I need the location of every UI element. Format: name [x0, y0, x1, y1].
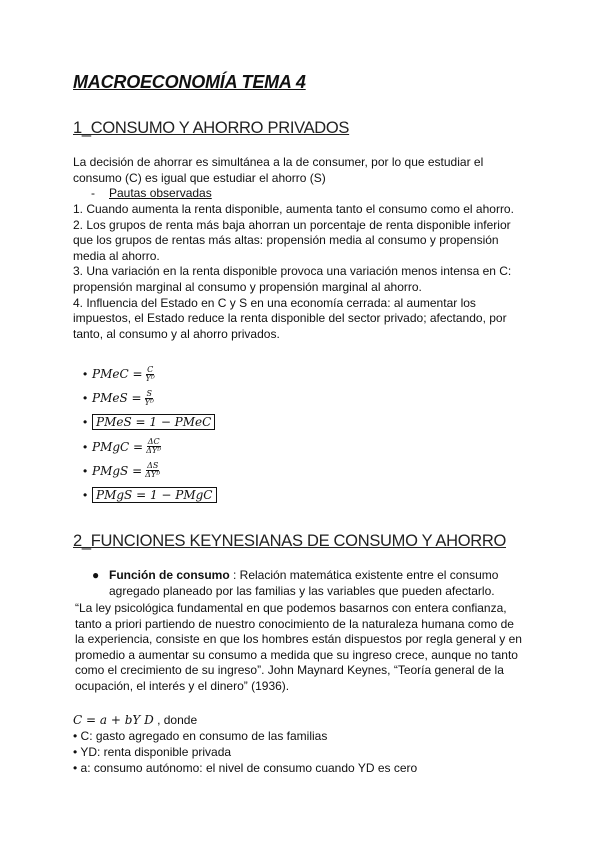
list-item: tanto, al consumo y al ahorro privados. — [73, 326, 280, 341]
boxed-formula: PMgS = 1 − PMgC — [92, 487, 217, 503]
keynes-quote — [75, 601, 535, 695]
fraction — [146, 366, 155, 383]
definition-item: • YD: renta disponible privada — [73, 745, 232, 759]
denominator: ΔYᴰ — [145, 470, 161, 480]
formula-lhs: PMgS = — [92, 463, 143, 478]
numerator: C — [147, 364, 154, 374]
formula-pmes-identity — [83, 410, 217, 434]
quote-line: la experiencia, consiste en que los hombres están dispuestos por regla general y en — [75, 632, 522, 647]
numerator: ΔC — [147, 437, 160, 447]
definition-item: • a: consumo autónomo: el nivel de consumo cuando YD es cero — [73, 761, 418, 775]
formula-pmgs-identity — [83, 483, 217, 507]
quote-line: promedio a aumentar su consumo a medida que su ingreso crece, aunque no tanto — [75, 647, 518, 662]
list-item: 1. Cuando aumenta la renta disponible, aumenta tanto el consumo como el ahorro. — [73, 202, 514, 216]
fraction — [146, 438, 161, 455]
bullet: • — [83, 415, 88, 430]
quote-line: tanto a priori partiendo de nuestro conocimiento de la naturaleza humana como de — [75, 616, 514, 631]
denominator: ΔYᴰ — [146, 446, 162, 456]
section-1-heading: 1_CONSUMO Y AHORRO PRIVADOS — [73, 119, 350, 137]
subheading-pautas — [91, 186, 212, 200]
quote-line: “La ley psicológica fundamental en que podemos basarnos con entera confianza, — [75, 601, 507, 615]
list-item: que los grupos de rentas más altas: propensión media al consumo y propensión — [73, 233, 499, 248]
list-item: impuestos, el Estado reduce la renta disponible del sector privado; afectando, por — [73, 311, 507, 326]
formula-pmes — [83, 386, 217, 410]
text-line: consumo (C) es igual que estudiar el ahorro (S) — [73, 170, 326, 185]
equation-suffix: , donde — [153, 713, 198, 727]
formula-lhs: PMeC = — [92, 367, 143, 382]
formula-lhs: PMeS = — [92, 391, 142, 406]
definition-line: agregado planeado por las familias y las variables que pueden afectarlo. — [109, 583, 495, 598]
bullet: • — [83, 488, 88, 503]
list-item: propensión marginal al consumo y propensión marginal al ahorro. — [73, 279, 422, 294]
dash-bullet: - — [91, 186, 95, 200]
term-definition: : Relación matemática existente entre el consumo — [229, 568, 499, 582]
formula-list — [83, 362, 217, 507]
formula-pmgs — [83, 459, 217, 483]
page-title: MACROECONOMÍA TEMA 4 — [73, 72, 306, 92]
list-item: media al ahorro. — [73, 248, 160, 263]
denominator: Yᴰ — [145, 373, 155, 383]
bullet: • — [83, 439, 88, 454]
definition-item: • C: gasto agregado en consumo de las familias — [73, 729, 328, 743]
bullet: • — [83, 391, 88, 406]
text-line: La decisión de ahorrar es simultánea a la de consumer, por lo que estudiar el — [73, 155, 484, 169]
denominator: Yᴰ — [144, 397, 154, 407]
numerator: ΔS — [147, 461, 159, 471]
formula-pmgc — [83, 435, 217, 459]
boxed-formula: PMeS = 1 − PMeC — [92, 414, 215, 430]
list-item: 3. Una variación en la renta disponible provoca una variación menos intensa en C: — [73, 264, 512, 279]
quote-line: como el crecimiento de su ingreso”. John Maynard Keynes, “Teoría general de la — [75, 663, 504, 678]
bullet-dot: ● — [92, 568, 100, 582]
subheading-text: Pautas observadas — [109, 186, 212, 200]
bullet: • — [83, 463, 88, 478]
formula-lhs: PMgC = — [92, 439, 144, 454]
list-item: 2. Los grupos de renta más baja ahorran un porcentaje de renta disponible inferior — [73, 217, 511, 232]
numerator: S — [146, 388, 152, 398]
section-2-heading: 2_FUNCIONES KEYNESIANAS DE CONSUMO Y AHORRO — [73, 532, 507, 550]
list-item: 4. Influencia del Estado en C y S en una economía cerrada: al aumentar los — [73, 295, 476, 310]
term: Función de consumo — [109, 568, 230, 582]
fraction — [145, 390, 154, 407]
equation: C = a + bY D — [73, 713, 154, 727]
funcion-consumo-item — [92, 568, 522, 599]
bullet: • — [83, 367, 88, 382]
fraction — [145, 462, 160, 479]
section-1-intro — [73, 155, 523, 186]
definition — [109, 568, 522, 584]
quote-line: ocupación, el interés y el dinero” (1936). — [75, 678, 290, 693]
observed-patterns-list — [73, 202, 523, 342]
formula-pmec — [83, 362, 217, 386]
consumption-equation — [73, 713, 197, 727]
